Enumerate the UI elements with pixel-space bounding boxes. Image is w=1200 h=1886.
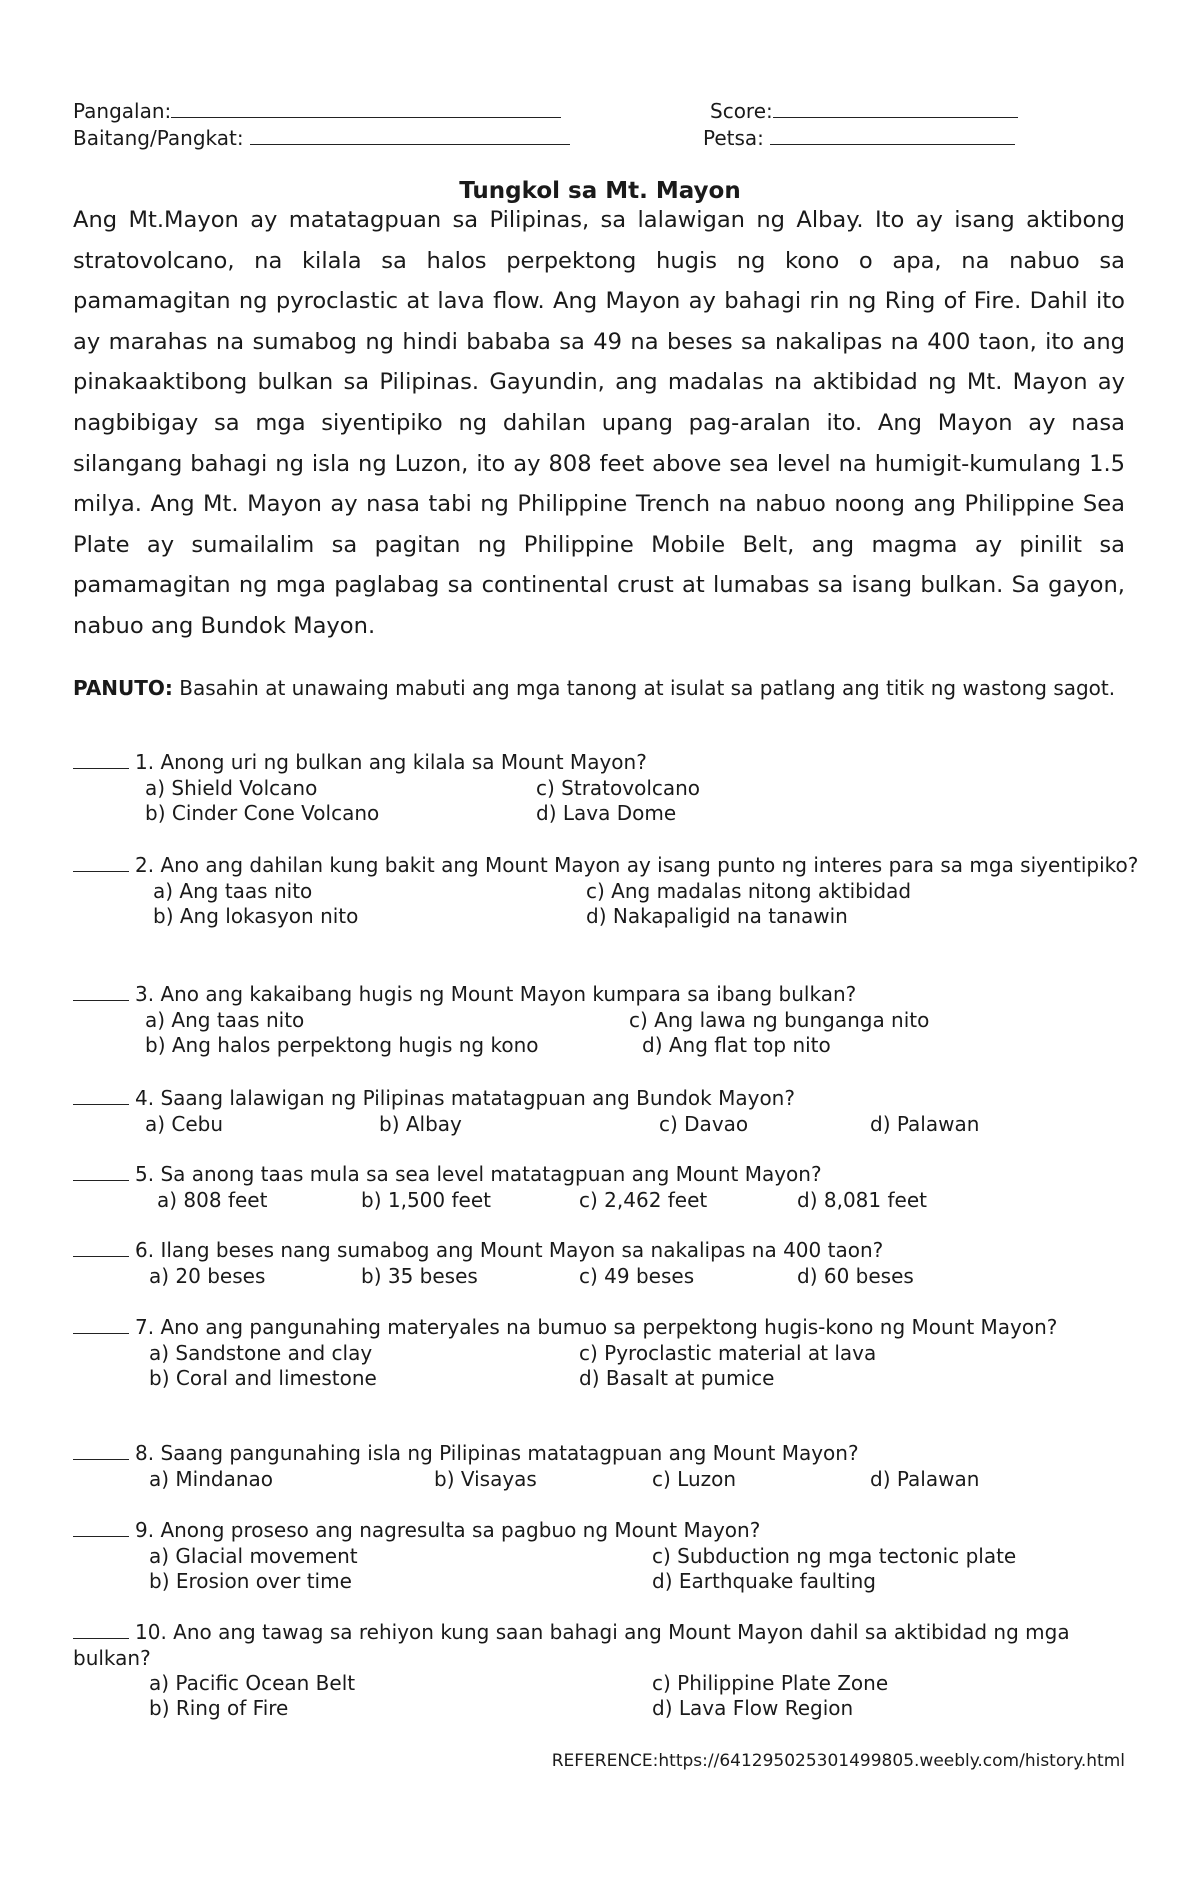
answer-blank-4[interactable] xyxy=(73,1088,129,1105)
answer-blank-6[interactable] xyxy=(73,1240,129,1257)
question-9 xyxy=(73,1518,1143,1595)
option-c: c) Pyroclastic material at lava xyxy=(579,1340,877,1365)
date-label: Petsa: xyxy=(703,126,764,150)
option-c: c) Stratovolcano xyxy=(536,775,701,800)
option-b: b) Visayas xyxy=(434,1466,537,1491)
answer-blank-2[interactable] xyxy=(73,855,129,872)
score-blank[interactable] xyxy=(773,99,1018,118)
option-a: a) Ang taas nito xyxy=(153,878,313,903)
name-field[interactable] xyxy=(73,98,561,124)
question-10 xyxy=(73,1620,1143,1722)
option-c: c) 49 beses xyxy=(579,1263,695,1288)
directions xyxy=(73,676,1125,701)
option-b: b) Coral and limestone xyxy=(149,1365,377,1390)
option-a: a) Cebu xyxy=(145,1111,224,1136)
option-c: c) Davao xyxy=(659,1111,749,1136)
grade-section-blank[interactable] xyxy=(250,126,570,145)
answer-blank-9[interactable] xyxy=(73,1520,129,1537)
option-d: d) Palawan xyxy=(870,1111,980,1136)
option-d: d) 60 beses xyxy=(797,1263,914,1288)
name-label: Pangalan: xyxy=(73,99,172,123)
option-a: a) Shield Volcano xyxy=(145,775,318,800)
score-label: Score: xyxy=(710,99,773,123)
question-text: 8. Saang pangunahing isla ng Pilipinas matatagpuan ang Mount Mayon? xyxy=(135,1441,859,1465)
option-a: a) Glacial movement xyxy=(149,1543,358,1568)
option-b: b) Erosion over time xyxy=(149,1568,352,1593)
option-d: d) Basalt at pumice xyxy=(579,1365,775,1390)
question-text: 2. Ano ang dahilan kung bakit ang Mount Mayon ay isang punto ng interes para sa mga siyentipiko? xyxy=(135,853,1139,877)
option-d: d) 8,081 feet xyxy=(797,1187,927,1212)
question-text: 4. Saang lalawigan ng Pilipinas matatagpuan ang Bundok Mayon? xyxy=(135,1086,795,1110)
question-4 xyxy=(73,1086,1143,1138)
question-text: 1. Anong uri ng bulkan ang kilala sa Mount Mayon? xyxy=(135,750,647,774)
question-text: 3. Ano ang kakaibang hugis ng Mount Mayon kumpara sa ibang bulkan? xyxy=(135,982,857,1006)
question-1 xyxy=(73,750,1143,827)
grade-section-field[interactable] xyxy=(73,125,570,151)
question-6 xyxy=(73,1238,1143,1290)
option-d: d) Lava Dome xyxy=(536,800,677,825)
question-7 xyxy=(73,1315,1143,1392)
question-text: 5. Sa anong taas mula sa sea level matatagpuan ang Mount Mayon? xyxy=(135,1162,822,1186)
directions-text: Basahin at unawaing mabuti ang mga tanong at isulat sa patlang ang titik ng wastong sagot. xyxy=(172,676,1116,700)
grade-section-label: Baitang/Pangkat: xyxy=(73,126,244,150)
worksheet-title: Tungkol sa Mt. Mayon xyxy=(459,178,741,204)
question-text: 9. Anong proseso ang nagresulta sa pagbuo ng Mount Mayon? xyxy=(135,1518,761,1542)
option-c: c) Luzon xyxy=(652,1466,737,1491)
option-a: a) Ang taas nito xyxy=(145,1007,305,1032)
option-a: a) Pacific Ocean Belt xyxy=(149,1671,356,1695)
date-blank[interactable] xyxy=(770,126,1015,145)
answer-blank-3[interactable] xyxy=(73,984,129,1001)
option-c: c) Subduction ng mga tectonic plate xyxy=(652,1543,1017,1568)
date-field[interactable] xyxy=(703,125,1015,151)
option-c: c) Ang lawa ng bunganga nito xyxy=(629,1007,930,1032)
reading-passage: Ang Mt.Mayon ay matatagpuan sa Pilipinas, sa lalawigan ng Albay. Ito ay isang aktibong stratovolcano, na kilala sa halos perpektong hugis ng kono o apa, na nabuo sa pamamagitan ng pyroclastic at lava flow. Ang Mayon ay bahagi rin ng Ring of Fire. Dahil ito ay marahas na sumabog ng hindi bababa sa 49 na beses sa nakalipas na 400 taon, ito ang pinakaaktibong bulkan sa Pilipinas. Gayundin, ang madalas na aktibidad ng Mt. Mayon ay nagbibigay sa mga siyentipiko ng dahilan upang pag-aralan ito. Ang Mayon ay nasa silangang bahagi ng isla ng Luzon, ito ay 808 feet above sea level na humigit-kumulang 1.5 milya. Ang Mt. Mayon ay nasa tabi ng Philippine Trench na nabuo noong ang Philippine Sea Plate ay sumailalim sa pagitan ng Philippine Mobile Belt, ang magma ay pinilit sa pamamagitan ng mga paglabag sa continental crust at lumabas sa isang bulkan. Sa gayon, nabuo ang Bundok Mayon. xyxy=(73,207,1125,639)
option-c: c) 2,462 feet xyxy=(579,1187,708,1212)
question-5 xyxy=(73,1162,1143,1214)
question-text: 7. Ano ang pangunahing materyales na bumuo sa perpektong hugis-kono ng Mount Mayon? xyxy=(135,1315,1058,1339)
option-a: a) 808 feet xyxy=(157,1187,268,1212)
option-c: c) Philippine Plate Zone xyxy=(652,1671,889,1695)
option-b: b) Ang halos perpektong hugis ng kono xyxy=(145,1032,539,1057)
directions-label: PANUTO: xyxy=(73,676,173,700)
option-d: d) Palawan xyxy=(870,1466,980,1491)
option-a: a) Sandstone and clay xyxy=(149,1340,373,1365)
option-b: b) 1,500 feet xyxy=(361,1187,491,1212)
question-3 xyxy=(73,982,1143,1059)
option-a: a) Mindanao xyxy=(149,1466,274,1491)
option-c: c) Ang madalas nitong aktibidad xyxy=(586,878,912,903)
question-text: 6. Ilang beses nang sumabog ang Mount Mayon sa nakalipas na 400 taon? xyxy=(135,1238,884,1262)
option-d: d) Ang flat top nito xyxy=(642,1032,831,1057)
option-b: b) Ang lokasyon nito xyxy=(153,903,359,928)
option-b: b) Ring of Fire xyxy=(149,1696,289,1720)
option-b: b) Cinder Cone Volcano xyxy=(145,800,380,825)
answer-blank-8[interactable] xyxy=(73,1443,129,1460)
question-2 xyxy=(73,853,1143,930)
answer-blank-1[interactable] xyxy=(73,752,129,769)
question-8 xyxy=(73,1441,1143,1493)
option-b: b) Albay xyxy=(379,1111,462,1136)
question-text: 10. Ano ang tawag sa rehiyon kung saan bahagi ang Mount Mayon dahil sa aktibidad ng mga bulkan? xyxy=(73,1620,1070,1670)
reference-link[interactable]: REFERENCE:https://641295025301499805.weebly.com/history.html xyxy=(551,1751,1125,1771)
option-a: a) 20 beses xyxy=(149,1263,266,1288)
option-b: b) 35 beses xyxy=(361,1263,478,1288)
option-d: d) Lava Flow Region xyxy=(652,1696,854,1720)
answer-blank-7[interactable] xyxy=(73,1317,129,1334)
answer-blank-10[interactable] xyxy=(73,1622,129,1639)
option-d: d) Nakapaligid na tanawin xyxy=(586,903,848,928)
option-d: d) Earthquake faulting xyxy=(652,1568,876,1593)
name-blank[interactable] xyxy=(171,99,561,118)
score-field[interactable] xyxy=(710,98,1018,124)
answer-blank-5[interactable] xyxy=(73,1164,129,1181)
